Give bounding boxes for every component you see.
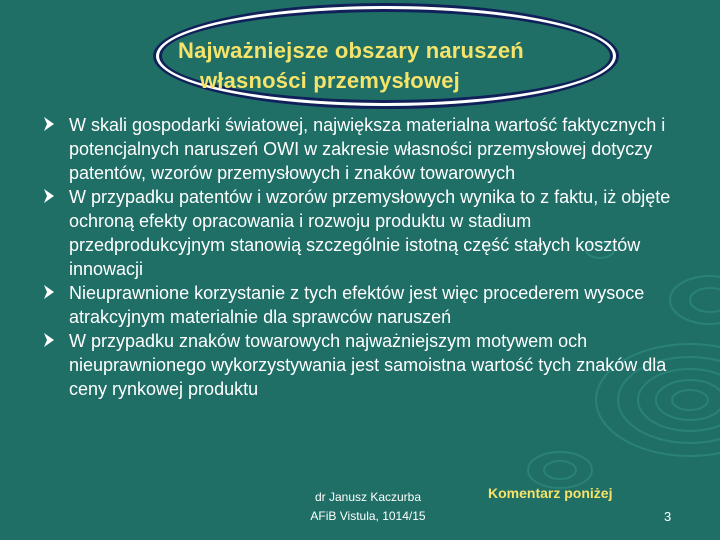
bullet-item [42, 185, 692, 281]
title-line-1: Najważniejsze obszary naruszeń [178, 38, 524, 63]
bullet-item [42, 113, 692, 185]
bullet-item [42, 281, 692, 329]
bullet-list [42, 113, 692, 401]
author-affiliation: AFiB Vistula, 1014/15 [310, 509, 426, 523]
title-line-2: własności przemysłowej [200, 68, 460, 93]
bullet-text: W przypadku patentów i wzorów przemysłowych wynika to z faktu, iż objęte ochroną efekty opracowania i rozwoju produktu w stadium przedprodukcyjnym stanowią szczególnie istotną część stałych kosztów innowacji [69, 187, 671, 279]
arrow-bullet-icon [42, 188, 56, 204]
slide-title [178, 36, 608, 96]
bullet-text: W skali gospodarki światowej, największa materialna wartość faktycznych i potencjalnych naruszeń OWI w zakresie własności przemysłowej dotyczy patentów, wzorów przemysłowych i znaków towarowych [69, 115, 666, 183]
bullet-item [42, 329, 692, 401]
footer-author [293, 488, 443, 526]
comment-link[interactable]: Komentarz poniżej [488, 485, 613, 501]
arrow-bullet-icon [42, 332, 56, 348]
arrow-bullet-icon [42, 284, 56, 300]
author-name: dr Janusz Kaczurba [314, 490, 422, 504]
arrow-bullet-icon [42, 116, 56, 132]
page-number: 3 [664, 509, 672, 524]
bullet-text: Nieuprawnione korzystanie z tych efektów jest więc procederem wysoce atrakcyjnym materialnie dla sprawców naruszeń [69, 283, 645, 327]
bullet-text: W przypadku znaków towarowych najważniejszym motywem och nieuprawnionego wykorzystywania jest samoistna wartość tych znaków dla ceny rynkowej produktu [69, 331, 667, 399]
